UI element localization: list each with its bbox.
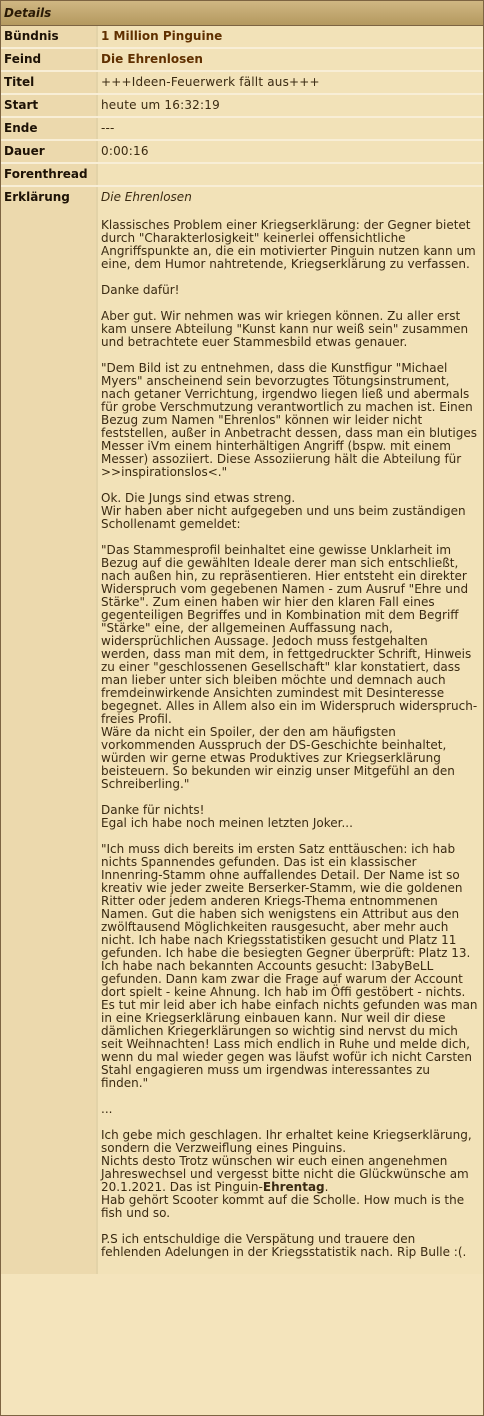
row-feind bbox=[1, 48, 483, 71]
row-forenthread bbox=[1, 163, 483, 186]
declaration-paragraph bbox=[101, 1129, 479, 1220]
war-title-value: +++Ideen-Feuerwerk fällt aus+++ bbox=[97, 71, 483, 94]
closing-text-c: . Hab gehört Scooter kommt auf die Scholle. How much is the fish und so. bbox=[101, 1180, 465, 1220]
panel-title: Details bbox=[1, 1, 483, 26]
declaration-paragraph: "Ich muss dich bereits im ersten Satz enttäuschen: ich hab nichts Spannendes gefunden. Das ist ein klassischer Innenring-Stamm ohne auffallendes Detail. Der Name ist so kreativ wie jeder zweite Berserker-Stamm, wie die goldenen Ritter oder jedem anderen Kriegs-Thema entnommenen Namen. Gut die haben sich wenigstens ein Attribut aus den zwölftausend Möglichkeiten rausgesucht, aber mehr auch nicht. Ich habe nach Kriegsstatistiken gesucht und Platz 11 gefunden. Ich habe die besiegten Gegner überprüft: Platz 13. Ich habe nach bekannten Accounts gesucht: l3abyBeLL gefunden. Dann kam zwar die Frage auf warum der Account dort spielt - keine Ahnung. Ich hab im Öffi gestöbert - nichts. Es tut mir leid aber ich habe einfach nichts gefunden was man in eine Kriegserklärung einbauen kann. Nur weil dir diese dämlichen Kriegerklärungen so wichtig sind nervst du mich seit Weihnachten! Lass mich endlich in Ruhe und melde dich, wenn du mal wieder gegen was läufst wofür ich nicht Carsten Stahl engagieren muss um irgendwas interessantes zu finden." bbox=[101, 842, 478, 1090]
duration-value: 0:00:16 bbox=[97, 140, 483, 163]
enemy-link[interactable]: Die Ehrenlosen bbox=[101, 52, 203, 66]
declaration-paragraph: "Dem Bild ist zu entnehmen, dass die Kunstfigur "Michael Myers" anscheinend sein bevorzugtes Tötungsinstrument, nach getaner Verrichtung, irgendwo liegen ließ und abermals für grobe Verschmutzung verantwortlich zu machen ist. Einen Bezug zum Namen "Ehrenlos" können wir leider nicht feststellen, außer in Anbetracht dessen, dass man ein blutiges Messer iVm einem hinterhältigen Angriff (bspw. mit einem Messer) assoziiert. Diese Assoziierung hält die Abteilung für >>inspirationslos<." bbox=[101, 361, 477, 479]
ehrentag-bold: Ehrentag bbox=[262, 1180, 325, 1194]
label-start: Start bbox=[1, 94, 97, 117]
label-ende: Ende bbox=[1, 117, 97, 140]
row-start bbox=[1, 94, 483, 117]
details-table bbox=[1, 26, 483, 1274]
start-value: heute um 16:32:19 bbox=[97, 94, 483, 117]
label-titel: Titel bbox=[1, 71, 97, 94]
declaration-paragraph: Ok. Die Jungs sind etwas streng. Wir haben aber nicht aufgegeben und uns beim zuständigen Schollenamt gemeldet: bbox=[101, 491, 466, 531]
row-dauer bbox=[1, 140, 483, 163]
declaration-paragraph: ... bbox=[101, 1102, 113, 1116]
row-buendnis bbox=[1, 26, 483, 48]
forum-thread-value bbox=[97, 163, 483, 186]
row-ende bbox=[1, 117, 483, 140]
alliance-link[interactable]: 1 Million Pinguine bbox=[101, 29, 223, 43]
declaration-paragraph: Danke für nichts! Egal ich habe noch meinen letzten Joker... bbox=[101, 803, 353, 830]
declaration-paragraph: "Das Stammesprofil beinhaltet eine gewisse Unklarheit im Bezug auf die gewählten Ideale derer man sich entschließt, nach außen hin, zu repräsentieren. Hier entsteht ein direkter Widerspruch vom gegebenen Namen - zum Ausruf "Ehre und Stärke". Zum einen haben wir hier den klaren Fall eines gegenteiligen Begriffes und in Kombination mit dem Begriff "Stärke" eine, der allgemeinen Auffassung nach, widersprüchlichen Aussage. Jedoch muss festgehalten werden, dass man mit dem, in fettgedruckter Schrift, Hinweis zu einer "geschlossenen Gesellschaft" klar konstatiert, dass man lieber unter sich bleiben möchte und demnach auch fremdeinwirkende Ansichten zumindest mit Desinteresse begegnet. Alles in Allem also ein im Widerspruch widerspruch-freies Profil. Wäre da nicht ein Spoiler, der den am häufigsten vorkommenden Ausspruch der DS-Geschichte beinhaltet, würden wir gerne etwas Produktives zur Kriegserklärung beisteuern. So bekunden wir einzig unser Mitgefühl an den Schreiberling." bbox=[101, 543, 478, 791]
end-value: --- bbox=[97, 117, 483, 140]
label-forenthread: Forenthread bbox=[1, 163, 97, 186]
label-buendnis: Bündnis bbox=[1, 26, 97, 48]
declaration-paragraph: Aber gut. Wir nehmen was wir kriegen können. Zu aller erst kam unsere Abteilung "Kunst kann nur weiß sein" zusammen und betrachtete euer Stammesbild etwas genauer. bbox=[101, 309, 469, 349]
declaration-text bbox=[97, 186, 483, 1274]
row-erklaerung bbox=[1, 186, 483, 1274]
label-dauer: Dauer bbox=[1, 140, 97, 163]
label-feind: Feind bbox=[1, 48, 97, 71]
closing-text-a: Ich gebe mich geschlagen. Ihr erhaltet keine Kriegserklärung, sondern die Verzweiflung eines Pinguins. Nichts desto Trotz wünschen wir euch einen angenehmen Jahreswechsel und vergesst bitte nicht die Glückwünsche am 20.1.2021. Das ist Pinguin- bbox=[101, 1128, 472, 1194]
label-erklaerung: Erklärung bbox=[1, 186, 97, 1274]
declaration-paragraph: Klassisches Problem einer Kriegserklärung: der Gegner bietet durch "Charakterlosigkeit" keinerlei offensichtliche Angriffspunkte an, die ein motivierter Pinguin nutzen kann um eine, dem Humor nahtretende, Kriegserklärung zu verfassen. bbox=[101, 218, 476, 271]
declaration-paragraph: Danke dafür! bbox=[101, 283, 180, 297]
declaration-paragraph: P.S ich entschuldige die Verspätung und trauere den fehlenden Adelungen in der Kriegsstatistik nach. Rip Bulle :(. bbox=[101, 1232, 467, 1259]
row-titel bbox=[1, 71, 483, 94]
declaration-title: Die Ehrenlosen bbox=[101, 190, 192, 204]
